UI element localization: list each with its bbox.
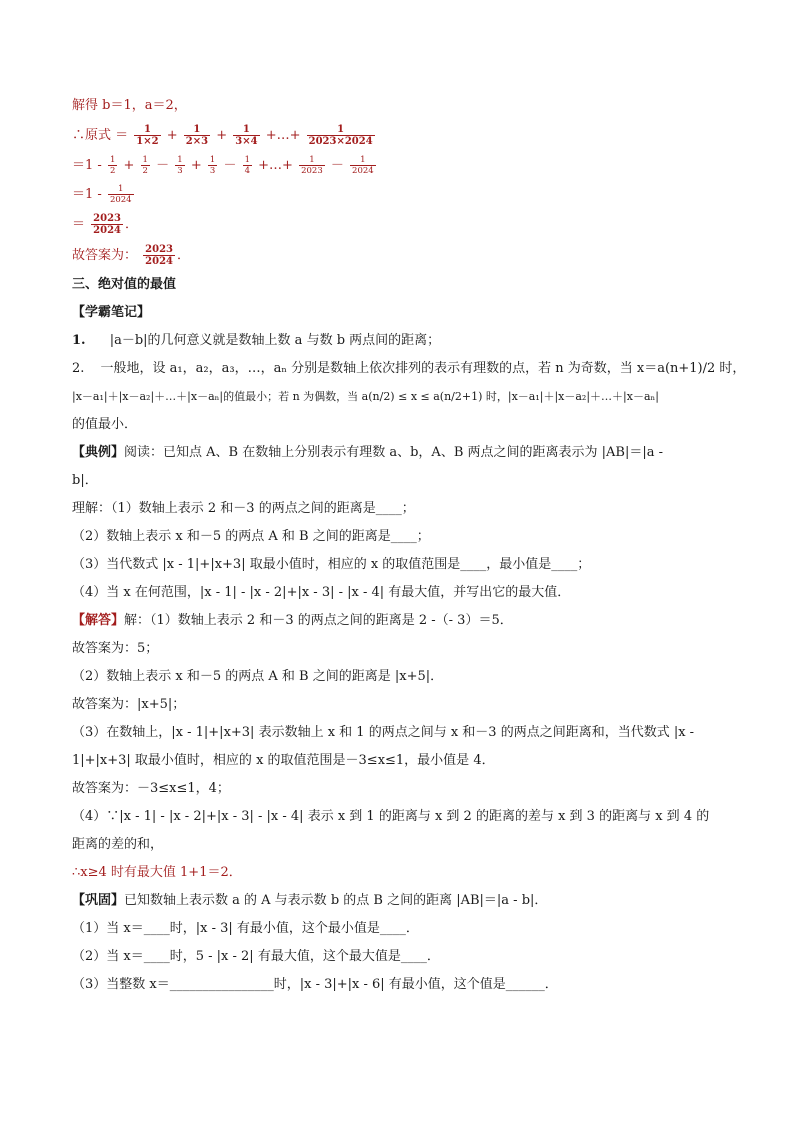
note-text-cont: x＝a(n+1)/2 时， — [636, 361, 746, 376]
consolidate-label: 【巩固】 — [72, 893, 125, 908]
operator: － — [223, 158, 237, 173]
question-4: （4）当 x 在何范围，|x - 1| - |x - 2|+|x - 3| - |x - 4| 有最大值，并写出它的最大值． — [72, 585, 571, 600]
sum-expression-4 — [72, 213, 728, 236]
note-number: 1. — [72, 333, 86, 348]
operator: － — [330, 158, 344, 173]
fraction: $\frac{1}{2023\times 2024}$ — [308, 124, 373, 147]
question-1: 理解：（1）数轴上表示 2 和－3 的两点之间的距离是____； — [72, 501, 415, 516]
fraction: $\frac{1}{3}$ — [209, 155, 216, 176]
fraction: $\frac{1}{2}$ — [142, 155, 148, 176]
fraction: $\frac{1}{2023}$ — [301, 155, 323, 176]
answer-line — [72, 244, 728, 267]
solution-4c: ∴x≥4 时有最大值 1+1＝2． — [72, 865, 242, 880]
sum-expression-3 — [72, 184, 728, 205]
note-text: 一般地，设 a₁，a₂，a₃，…，aₙ 分别是数轴上依次排列的表示有理数的点，若 n 为奇数，当 — [100, 361, 633, 376]
note-2-line2: |x－a₁|＋|x－a₂|＋…＋|x－aₙ|的值最小；若 n 为偶数，当 a(n/2) ≤ x ≤ a(n/2+1) 时，|x－a₁|＋|x－a₂|＋…＋|x－aₙ| — [72, 390, 659, 403]
example-cont: b|． — [72, 473, 98, 488]
fraction: $\frac{1}{1\times 2}$ — [136, 124, 159, 147]
example-label: 【典例】 — [72, 445, 125, 460]
operator: ． — [177, 248, 191, 263]
operator: + — [123, 158, 135, 173]
consolidate-q2: （2）当 x＝____时，5 - |x - 2| 有最大值，这个最大值是____． — [72, 949, 440, 964]
fraction: $\frac{2023}{2024}$ — [145, 244, 173, 267]
solution-1 — [72, 611, 728, 631]
operator: + — [166, 128, 178, 143]
consolidate — [72, 891, 728, 911]
example — [72, 443, 728, 463]
solution-label: 【解答】 — [72, 613, 125, 628]
fraction: $\frac{1}{2024}$ — [352, 155, 374, 176]
section-title: 三、绝对值的最值 — [72, 277, 177, 292]
sum-expression-1 — [72, 124, 728, 147]
operator: +…+ — [258, 158, 293, 173]
fraction: $\frac{1}{2}$ — [109, 155, 116, 176]
solution-text: 解：（1）数轴上表示 2 和－3 的两点之间的距离是 2 -（- 3）＝5． — [124, 613, 513, 628]
fraction: $\frac{1}{3\times 4}$ — [235, 124, 258, 147]
document-page — [72, 96, 746, 1003]
answer-1: 故答案为：5； — [72, 641, 159, 656]
operator: +…+ — [265, 128, 301, 143]
note-number: 2. — [72, 361, 85, 376]
note-2 — [72, 359, 746, 379]
expr-prefix: ＝ — [72, 217, 86, 232]
expr-prefix: ∴原式 ＝ — [72, 128, 129, 143]
fraction: $\frac{1}{4}$ — [244, 155, 251, 176]
fraction: $\frac{1}{2\times 3}$ — [185, 124, 209, 147]
operator: + — [190, 158, 202, 173]
note-2-line3: 的值最小． — [72, 417, 138, 432]
fraction: $\frac{2023}{2024}$ — [93, 213, 121, 236]
question-2: （2）数轴上表示 x 和－5 的两点 A 和 B 之间的距离是____； — [72, 529, 430, 544]
expr-prefix: ＝1 - — [72, 187, 102, 202]
solution-4a: （4）∵|x - 1| - |x - 2|+|x - 3| - |x - 4| 表示 x 到 1 的距离与 x 到 2 的距离的差与 x 到 3 的距离与 x 到 4 的 — [72, 809, 710, 824]
fraction: $\frac{1}{3}$ — [177, 155, 183, 176]
fraction: $\frac{1}{2024}$ — [109, 184, 132, 205]
operator: － — [156, 158, 170, 173]
operator: ． — [125, 217, 139, 232]
answer-2: 故答案为：|x+5|； — [72, 697, 186, 712]
question-3: （3）当代数式 |x - 1|+|x+3| 取最小值时，相应的 x 的取值范围是____，最小值是____； — [72, 557, 591, 572]
answer-3: 故答案为：－3≤x≤1，4； — [72, 781, 230, 796]
notes-title: 【学霸笔记】 — [72, 305, 151, 320]
solution-3b: 1|+|x+3| 取最小值时，相应的 x 的取值范围是－3≤x≤1，最小值是 4． — [72, 753, 495, 768]
expr-prefix: ＝1 - — [72, 158, 102, 173]
solution-2: （2）数轴上表示 x 和－5 的两点 A 和 B 之间的距离是 |x+5|． — [72, 669, 444, 684]
example-text: 阅读：已知点 A、B 在数轴上分别表示有理数 a、b，A、B 两点之间的距离表示为 |AB|＝|a - — [124, 445, 663, 460]
solution-4b: 距离的差的和， — [72, 837, 164, 852]
solution-3a: （3）在数轴上，|x - 1|+|x+3| 表示数轴上 x 和 1 的两点之间与 x 和－3 的两点之间距离和，当代数式 |x - — [72, 725, 695, 740]
operator: + — [216, 128, 228, 143]
solved-values: 解得 b＝1，a＝2， — [72, 98, 187, 113]
consolidate-text: 已知数轴上表示数 a 的 A 与表示数 b 的点 B 之间的距离 |AB|＝|a - b|． — [124, 893, 548, 908]
consolidate-q3: （3）当整数 x＝________________时，|x - 3|+|x - 6| 有最小值，这个值是______． — [72, 977, 558, 992]
sum-expression-2 — [72, 155, 728, 176]
answer-label: 故答案为： — [72, 248, 138, 263]
consolidate-q1: （1）当 x＝____时，|x - 3| 有最小值，这个最小值是____． — [72, 921, 419, 936]
note-1 — [72, 331, 728, 351]
note-text: |a－b|的几何意义就是数轴上数 a 与数 b 两点间的距离； — [109, 333, 441, 348]
